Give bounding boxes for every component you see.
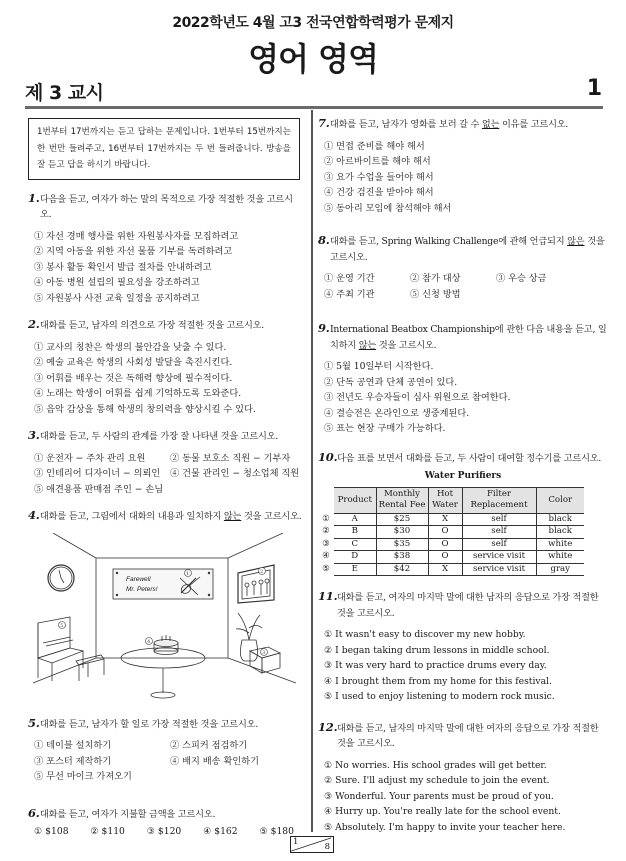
header-divider xyxy=(25,106,603,109)
question-stem: 11. 대화를 듣고, 여자의 마지막 말에 대한 남자의 응답으로 가장 적절한 것을 고르시오. xyxy=(318,589,599,619)
question-number: 8. xyxy=(318,233,330,247)
table-row[interactable]: ④ D $38 O service visit white xyxy=(318,551,584,564)
option[interactable]: ③ 요가 수업을 들어야 해서 xyxy=(324,171,434,183)
option[interactable]: ① 교사의 칭찬은 학생의 불안감을 낮출 수 있다. xyxy=(34,341,227,353)
svg-text:3: 3 xyxy=(262,650,266,656)
column-divider xyxy=(311,110,313,832)
table-row[interactable]: ⑤ E $42 X service visit gray xyxy=(318,563,584,576)
option[interactable]: ② 예술 교육은 학생의 사회성 발달을 촉진시킨다. xyxy=(34,357,233,368)
svg-text:2: 2 xyxy=(260,569,264,575)
option-marker: ① xyxy=(318,513,334,526)
page-number: 1 xyxy=(586,76,602,101)
column-header: Filter Replacement xyxy=(462,487,536,513)
option-list xyxy=(28,738,304,785)
question-stem: 6. 대화를 듣고, 여자가 지불할 금액을 고르시오. xyxy=(28,805,216,820)
option-list xyxy=(318,359,608,437)
option[interactable]: ④ 아동 병원 설립의 필요성을 강조하려고 xyxy=(34,277,200,288)
right-column xyxy=(318,117,608,847)
question-number: 2. xyxy=(28,317,40,331)
question-stem: 9. International Beatbox Championship에 관한 다음 내용을 듣고, 일치하지 않는 것을 고르시오. xyxy=(318,321,607,351)
question-number: 12. xyxy=(318,719,338,734)
option[interactable]: ⑤ I used to enjoy listening to modern rock music. xyxy=(324,691,555,703)
clock-icon xyxy=(48,565,74,591)
cake-table xyxy=(121,635,205,698)
option[interactable]: ④ $162 xyxy=(203,826,238,837)
question-1 xyxy=(28,192,304,307)
option[interactable]: ① 테이블 설치하기 xyxy=(34,740,112,751)
question-3 xyxy=(28,429,304,497)
question-stem: 1. 다음을 듣고, 여자가 하는 말의 목적으로 가장 적절한 것을 고르시오. xyxy=(28,190,293,220)
option-list xyxy=(28,229,304,307)
option[interactable]: ⑤ 애견용품 판매점 주인 − 손님 xyxy=(34,483,164,495)
svg-text:1: 1 xyxy=(186,571,190,577)
left-column xyxy=(28,118,304,852)
option-marker: ④ xyxy=(318,551,334,564)
option[interactable]: ② Sure. I'll adjust my schedule to join the event. xyxy=(324,775,550,787)
option[interactable]: ④ 결승전은 온라인으로 생중계된다. xyxy=(324,407,470,419)
question-6 xyxy=(28,807,304,840)
option[interactable]: ① It wasn't easy to discover my new hobby. xyxy=(324,629,526,641)
option-list xyxy=(318,139,608,217)
question-number: 10. xyxy=(318,449,338,464)
question-number: 6. xyxy=(28,805,40,820)
option[interactable]: ② 아르바이트를 해야 해서 xyxy=(324,156,431,167)
question-stem: 5. 대화를 듣고, 남자가 할 일로 가장 적절한 것을 고르시오. xyxy=(28,715,259,730)
option[interactable]: ① $108 xyxy=(34,826,69,837)
total-pages: 8 xyxy=(324,842,330,852)
question-number: 4. xyxy=(28,508,40,522)
option[interactable]: ④ Hurry up. You're really late for the school event. xyxy=(324,806,561,818)
option[interactable]: ⑤ 무선 마이크 가져오기 xyxy=(34,771,132,782)
question-2 xyxy=(28,318,304,417)
page-indicator xyxy=(290,836,334,853)
option[interactable]: ③ It was very hard to practice drums every day. xyxy=(324,660,547,672)
question-number: 7. xyxy=(318,116,330,130)
option[interactable]: ⑤ 신청 방법 xyxy=(410,288,461,300)
option[interactable]: ① No worries. His school grades will get better. xyxy=(324,759,547,771)
plant-and-box xyxy=(236,613,280,673)
option-marker: ③ xyxy=(318,538,334,551)
option[interactable]: ④ I brought them from my home for this festival. xyxy=(324,675,552,687)
question-number: 3. xyxy=(28,428,40,442)
option[interactable]: ④ 배지 배송 확인하기 xyxy=(170,755,259,767)
question-number: 11. xyxy=(318,589,338,604)
option[interactable]: ⑤ 동아리 모임에 참석해야 해서 xyxy=(324,202,452,214)
svg-text:Farewell: Farewell xyxy=(126,575,151,583)
question-7 xyxy=(318,117,608,216)
emphasis-underline: 않는 xyxy=(223,511,242,522)
column-header: Color xyxy=(536,487,584,513)
question-stem: 3. 대화를 듣고, 두 사람의 관계를 가장 잘 나타낸 것을 고르시오. xyxy=(28,428,279,442)
option[interactable]: ⑤ 음악 감상을 통해 학생의 창의력을 향상시킬 수 있다. xyxy=(34,403,256,415)
exam-period: 제 3 교시 xyxy=(25,82,104,104)
option[interactable]: ③ 우승 상금 xyxy=(496,273,547,284)
room-illustration xyxy=(28,533,304,705)
farewell-banner xyxy=(113,569,213,599)
question-stem: 2. 대화를 듣고, 남자의 의견으로 가장 적절한 것을 고르시오. xyxy=(28,317,265,331)
option[interactable]: ③ 전년도 우승자들이 심사 위원으로 참여한다. xyxy=(324,392,511,403)
table-title: Water Purifiers xyxy=(424,471,502,481)
option-list xyxy=(28,340,304,418)
option[interactable]: ② 동물 보호소 직원 − 기부자 xyxy=(170,452,291,464)
table-row[interactable]: ① A $25 X self black xyxy=(318,513,584,526)
option[interactable]: ① 면접 준비를 해야 해서 xyxy=(324,140,425,152)
table-row[interactable]: ③ C $35 O self white xyxy=(318,538,584,551)
column-header: Monthly Rental Fee xyxy=(376,487,428,513)
svg-text:Mr. Peters!: Mr. Peters! xyxy=(126,585,158,593)
option[interactable]: ④ 건강 검진을 받아야 해서 xyxy=(324,187,434,198)
option[interactable]: ③ $120 xyxy=(146,826,182,837)
svg-text:5: 5 xyxy=(60,623,64,629)
question-stem: 4. 대화를 듣고, 그림에서 대화의 내용과 일치하지 않는 것을 고르시오. xyxy=(28,508,302,522)
option-marker: ⑤ xyxy=(318,563,334,576)
question-12 xyxy=(318,721,608,836)
question-5 xyxy=(28,717,304,785)
current-page: 1 xyxy=(293,837,299,847)
option[interactable]: ② 지역 아동을 위한 자선 물품 기부를 독려하려고 xyxy=(34,246,233,257)
question-stem: 8. 대화를 듣고, Spring Walking Challenge에 관해 언급되지 않은 것을 고르시오. xyxy=(318,233,605,263)
exam-subtitle: 2022학년도 4월 고3 전국연합학력평가 문제지 xyxy=(172,15,454,31)
piano xyxy=(38,617,104,681)
column-header: Product xyxy=(334,487,376,513)
option[interactable]: ② 단독 공연과 단체 공연이 있다. xyxy=(324,376,458,388)
option[interactable]: ⑤ $180 xyxy=(259,826,294,837)
emphasis-underline: 없는 xyxy=(481,119,500,130)
option-list xyxy=(318,627,608,705)
option[interactable]: ⑤ Absolutely. I'm happy to invite your teacher here. xyxy=(324,821,566,833)
column-header: Hot Water xyxy=(428,487,462,513)
option[interactable]: ② $110 xyxy=(90,826,125,837)
option[interactable]: ① 운영 기간 xyxy=(324,273,375,284)
table-row[interactable]: ② B $30 O self black xyxy=(318,526,584,539)
option[interactable]: ① 운전자 − 주차 관리 요원 xyxy=(34,452,146,464)
question-4 xyxy=(28,509,304,705)
option[interactable]: ④ 주최 기관 xyxy=(324,288,375,300)
option[interactable]: ③ 인테리어 디자이너 − 의뢰인 xyxy=(34,468,161,479)
option[interactable]: ① 자선 경매 행사를 위한 자원봉사자를 모집하려고 xyxy=(34,230,239,242)
svg-text:4: 4 xyxy=(147,639,151,645)
table-header-row xyxy=(318,487,584,513)
photo-frame xyxy=(238,565,274,603)
question-9 xyxy=(318,322,608,437)
option[interactable]: ⑤ 자원봉사 사전 교육 일정을 공지하려고 xyxy=(34,292,200,304)
question-stem: 12. 대화를 듣고, 남자의 마지막 말에 대한 여자의 응답으로 가장 적절한 것을 고르시오. xyxy=(318,719,599,750)
option[interactable]: ② 스피커 점검하기 xyxy=(170,740,248,751)
option[interactable]: ③ 어휘를 배우는 것은 독해력 향상에 필수적이다. xyxy=(34,372,233,384)
question-number: 1. xyxy=(28,190,40,205)
water-purifier-table xyxy=(318,487,584,577)
emphasis-underline: 않은 xyxy=(567,236,585,247)
option-marker: ② xyxy=(318,526,334,539)
option[interactable]: ③ 봉사 활동 확인서 발급 절차를 안내하려고 xyxy=(34,261,212,273)
question-number: 9. xyxy=(318,321,330,335)
question-stem: 7. 대화를 듣고, 남자가 영화를 보러 갈 수 없는 이유를 고르시오. xyxy=(318,116,569,130)
question-number: 5. xyxy=(28,715,40,730)
option[interactable]: ② I began taking drum lessons in middle school. xyxy=(324,644,550,656)
exam-title: 영어 영역 xyxy=(248,40,378,78)
question-stem: 10. 다음 표를 보면서 대화를 듣고, 두 사람이 대여할 정수기를 고르시오. xyxy=(318,449,602,464)
emphasis-underline: 않는 xyxy=(358,339,377,351)
option[interactable]: ② 참가 대상 xyxy=(410,273,461,284)
option[interactable]: ④ 노래는 학생이 어휘를 쉽게 기억하도록 도와준다. xyxy=(34,388,242,399)
option-list xyxy=(318,271,608,302)
question-10 xyxy=(318,451,608,577)
option-list xyxy=(318,758,608,836)
option-list xyxy=(28,824,294,840)
question-11 xyxy=(318,590,608,705)
option-list xyxy=(28,451,304,498)
question-8 xyxy=(318,234,608,302)
option[interactable]: ① 5월 10일부터 시작한다. xyxy=(324,361,434,372)
option[interactable]: ③ Wonderful. Your parents must be proud of you. xyxy=(324,790,554,802)
listening-notice: 1번부터 17번까지는 듣고 답하는 문제입니다. 1번부터 15번까지는 한 번만 들려주고, 16번부터 17번까지는 두 번 들려줍니다. 방송을 잘 듣고 답을 하시기 바랍니다. xyxy=(28,118,300,180)
option[interactable]: ④ 건물 관리인 − 청소업체 직원 xyxy=(170,468,300,479)
option[interactable]: ③ 포스터 제작하기 xyxy=(34,755,112,767)
option[interactable]: ⑤ 표는 현장 구매가 가능하다. xyxy=(324,423,446,434)
